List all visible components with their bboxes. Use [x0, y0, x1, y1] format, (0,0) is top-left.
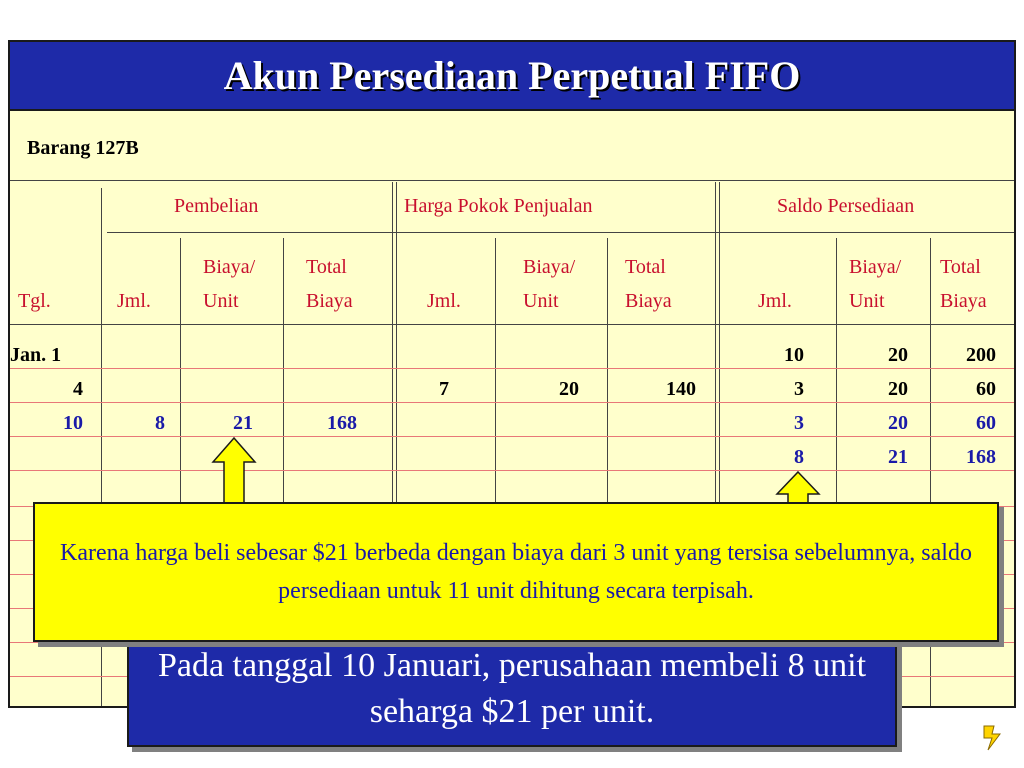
balance-total: 60 — [976, 412, 996, 434]
balance-unit-cost: 20 — [888, 378, 908, 400]
balance-unit-cost: 20 — [888, 412, 908, 434]
row-date: 10 — [63, 412, 83, 434]
col-header-cogs-unit-cost: Biaya/ — [523, 256, 576, 278]
row-rule — [10, 402, 1014, 403]
balance-total: 168 — [966, 446, 996, 468]
col-header-inventory-qty: Jml. — [758, 290, 792, 312]
purchase-qty: 8 — [155, 412, 165, 434]
col-header-inventory-unit-cost: Unit — [849, 290, 885, 312]
balance-qty: 10 — [784, 344, 804, 366]
col-header-inventory-total: Total — [940, 256, 981, 278]
group-header-cogs: Harga Pokok Penjualan — [404, 195, 593, 217]
cogs-unit-cost: 20 — [559, 378, 579, 400]
col-header-purchase-unit-cost: Biaya/ — [203, 256, 256, 278]
up-arrow-icon — [211, 436, 257, 506]
header-top-divider — [10, 180, 1014, 181]
balance-unit-cost: 21 — [888, 446, 908, 468]
col-header-cogs-qty: Jml. — [427, 290, 461, 312]
purchase-unit-cost: 21 — [233, 412, 253, 434]
group-header-inventory: Saldo Persediaan — [777, 195, 915, 217]
row-rule — [10, 368, 1014, 369]
col-header-cogs-unit-cost: Unit — [523, 290, 559, 312]
callout-box — [33, 502, 999, 642]
col-header-cogs-total: Total — [625, 256, 666, 278]
col-header-purchase-total: Total — [306, 256, 347, 278]
cogs-total: 140 — [666, 378, 696, 400]
col-header-inventory-unit-cost: Biaya/ — [849, 256, 902, 278]
balance-total: 200 — [966, 344, 996, 366]
col-header-date: Tgl. — [18, 290, 51, 312]
page-title: Akun Persediaan Perpetual FIFO — [223, 53, 801, 98]
lightning-icon[interactable] — [980, 724, 1010, 752]
callout-text: Karena harga beli sebesar $21 berbeda dengan biaya dari 3 unit yang tersisa sebelumnya, saldo persediaan untuk 11 unit dihitung secara terpisah. — [60, 540, 972, 604]
balance-qty: 3 — [794, 412, 804, 434]
col-header-cogs-total: Biaya — [625, 290, 672, 312]
col-header-purchase-unit-cost: Unit — [203, 290, 239, 312]
header-bottom-divider — [10, 324, 1014, 325]
note-box — [127, 625, 897, 747]
col-header-purchase-qty: Jml. — [117, 290, 151, 312]
purchase-total: 168 — [327, 412, 357, 434]
balance-total: 60 — [976, 378, 996, 400]
item-label: Barang 127B — [27, 137, 139, 159]
group-header-divider — [107, 232, 1014, 233]
row-date: Jan. 1 — [10, 344, 62, 366]
group-header-purchases: Pembelian — [174, 195, 259, 217]
balance-qty: 3 — [794, 378, 804, 400]
note-text: Pada tanggal 10 Januari, perusahaan membeli 8 unit seharga $21 per unit. — [157, 647, 867, 730]
balance-qty: 8 — [794, 446, 804, 468]
row-date: 4 — [73, 378, 83, 400]
title-bar — [8, 40, 1016, 111]
col-header-purchase-total: Biaya — [306, 290, 353, 312]
balance-unit-cost: 20 — [888, 344, 908, 366]
row-rule — [10, 470, 1014, 471]
cogs-qty: 7 — [439, 378, 449, 400]
col-header-inventory-total: Biaya — [940, 290, 987, 312]
